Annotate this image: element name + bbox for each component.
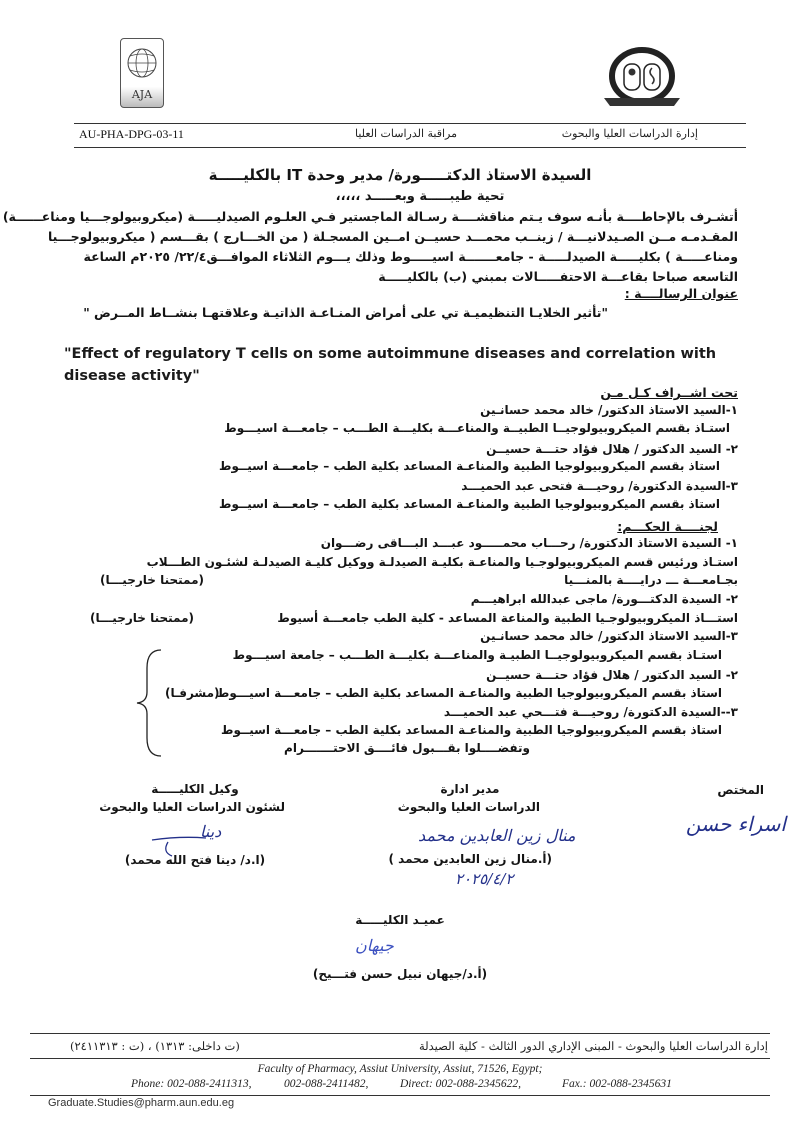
- supervisor-name: ٢- السيد الدكتور / هلال فؤاد حتـــة حسيــن: [486, 442, 738, 456]
- footer-phone-2: 002-088-2411482,: [284, 1078, 369, 1090]
- footer-phone: Phone: 002-088-2411313,: [131, 1078, 252, 1090]
- committee-role: (مشرفـا): [165, 686, 220, 700]
- footer-address-english: Faculty of Pharmacy, Assiut University, Assiut, 71526, Egypt;: [257, 1063, 543, 1075]
- footer-fax: Fax.: 002-088-2345631: [562, 1078, 672, 1090]
- committee-member-title: استاذ بقسم الميكروبيولوجيا الطبية والمناعـة المساعد بكلية الطب – جامعـــة اسيـــوط: [216, 686, 722, 700]
- addressee: السيدة الاستاذ الدكتـــــورة/ مدير وحدة IT بالكليـــــة: [208, 166, 592, 184]
- thesis-title-english: "Effect of regulatory T cells on some autoimmune diseases and correlation with disease activity": [64, 346, 717, 384]
- supervisors-label: تحت اشــراف كـل مـن: [600, 385, 738, 400]
- committee-role: (ممتحنا خارجيـــا): [90, 611, 194, 625]
- header-center-label: مراقبة الدراسات العليا: [355, 127, 457, 140]
- committee-member-title: استـاذ بقسم الميكروبيولوجيــا الطبيـة والمناعـــة بكليـــة الطـــب – جامعة اسيـــوط: [232, 648, 722, 662]
- footer-address-arabic: إدارة الدراسات العليا والبحوث - المبنى الإداري الدور الثالث - كلية الصيدلة: [418, 1039, 768, 1053]
- committee-member-name: ٢- السيدة الدكتـــورة/ ماجى عبدالله ابراهيـــم: [470, 592, 738, 606]
- footer-top-rule: [30, 1033, 770, 1034]
- supervisor-name: ١-السيد الاستاذ الدكتور/ خالد محمد حسانـين: [480, 403, 738, 417]
- aja-logo: [120, 38, 164, 108]
- footer-mid-rule: [30, 1058, 770, 1059]
- thesis-title-label: عنوان الرسالــــة :: [624, 286, 738, 301]
- document-code: AU-PHA-DPG-03-11: [79, 127, 184, 141]
- committee-label: لجنــــة الحكـــم:: [617, 519, 718, 534]
- vice-dean-title-1: وكيل الكليـــــة: [151, 782, 239, 796]
- body-line-3: ومناعـــــة ) بكليـــــة الصيدلـــــة - جامعـــــــة اسيـــــوط وذلك يـــوم الثلاثاء الموافـــق٢٢/٤/ ٢٠٢٥م الساعة: [83, 249, 738, 264]
- committee-member-title: استـاذ ورئيس قسم الميكروبيولوجـيا والمناعـة بكليـة الصيدلـة ووكيل كليـة الصيدلـة لشئـون الطـــلاب: [146, 555, 738, 569]
- footer-email[interactable]: Graduate.Studies@pharm.aun.edu.eg: [48, 1097, 235, 1109]
- committee-role: (ممتحنا خارجيـــا): [100, 573, 204, 587]
- vice-dean-signature: دينا: [200, 822, 222, 841]
- footer-direct: Direct: 002-088-2345622,: [400, 1078, 521, 1090]
- footer-bottom-rule: [30, 1095, 770, 1096]
- globe-icon: [124, 45, 160, 81]
- thesis-title-arabic: "تأثير الخلايـا التنظيميـة تي على أمراض المنـاعـة الذاتيـة وعلاقتهـا بنشــاط المــرض ": [83, 305, 608, 320]
- director-sign-date: ٢٠٢٥/٤/٢: [455, 870, 514, 888]
- specialist-title: المختص: [717, 783, 764, 797]
- committee-member-name: ٣-السيد الاستاذ الدكتور/ خالد محمد حسانـين: [480, 629, 738, 643]
- bracket-brace: [135, 648, 165, 758]
- body-line-2: المقـدمـه مــن الصـيدلانيـــة / زينــب محمـــد حسيــن امــين المسجـلة ( من الخـــارج ) بقـــسم ( ميكروبيولوجـــيا: [47, 229, 738, 244]
- committee-member-title: استاذ بقسم الميكروبيولوجيا الطبية والمناعـة المساعد بكلية الطب – جامعـــة اسيــوط: [221, 723, 722, 737]
- dean-signature: جيهان: [355, 936, 394, 955]
- director-signature: منال زين العابدين محمد: [418, 826, 576, 845]
- committee-member-title: بجـامعـــة ـــ درايــــة بالمنـــيا: [564, 573, 738, 587]
- closing-remark: وتفضــــلوا بقـــبول فائــــق الاحتـــــــرام: [284, 741, 530, 755]
- dean-name: (أ.د/جيهان نبيل حسن فتـــيح): [312, 967, 488, 981]
- dean-title: عميـد الكليـــــة: [355, 913, 445, 927]
- supervisor-title: استاذ بقسم الميكروبيولوجيا الطبية والمناعـة المساعد بكلية الطب – جامعـــة اسيــوط: [219, 497, 720, 511]
- header-right-label: إدارة الدراسات العليا والبحوث: [561, 127, 698, 140]
- header-bottom-rule: [74, 147, 746, 148]
- supervisor-title: استـاذ بقسم الميكروبيولوجيــا الطبيــة والمناعـــة بكليـــة الطـــب – جامعـــة اسيـــوط: [224, 421, 730, 435]
- committee-member-name: ٢- السيد الدكتور / هلال فؤاد حتـــة حسيــن: [486, 668, 738, 682]
- committee-member-title: استـــاذ الميكروبيولوجـيا الطبية والمناعة المساعد - كلية الطب جامعـــة أسيوط: [277, 611, 738, 625]
- footer-phones-arabic: (ت داخلى: ١٣١٣) ، (ت : ٢٤١١٣١٣): [70, 1039, 240, 1053]
- body-line-4: التاسعه صباحا بقاعـــة الاحتفـــــالات بمبني (ب) بالكليـــــة: [378, 269, 738, 284]
- specialist-signature: اسراء حسن: [685, 812, 786, 836]
- vice-dean-name: (ا.د/ دينا فتح الله محمد): [124, 853, 266, 867]
- header-top-rule: [74, 123, 746, 124]
- greeting: تحية طيبـــــة وبعـــــد ،،،،،: [335, 189, 505, 204]
- aja-logo-text: AJA: [131, 88, 153, 101]
- body-line-1: أتشـرف بالإحاطــــة بأنـه سوف يـتم مناقشــــة رسـالة الماجستير فـي العلـوم الصيدليـــــة (ميكروبيولوجـــيا ومناعــــــة): [2, 209, 738, 224]
- director-title-2: الدراسات العليا والبحوث: [397, 800, 540, 814]
- director-name: (أ.منال زين العابدين محمد ): [388, 852, 552, 866]
- director-title-1: مدير ادارة: [440, 782, 500, 796]
- supervisor-name: ٣-السيدة الدكتورة/ روحيـــة فتحى عبد الحميـــد: [461, 479, 738, 493]
- vice-dean-title-2: لشئون الدراسات العليا والبحوث: [99, 800, 285, 814]
- supervisor-title: استاذ بقسم الميكروبيولوجيا الطبية والمناعـة المساعد بكلية الطب – جامعـــة اسيــوط: [219, 459, 720, 473]
- university-logo: [594, 46, 690, 112]
- committee-member-name: ١- السيدة الاستاذ الدكتورة/ رحـــاب محمـــــود عبـــد البـــاقى رضـــوان: [320, 536, 738, 550]
- committee-member-name: ٣--السيدة الدكتورة/ روحيـــة فتـــحي عبد الحميـــد: [443, 705, 738, 719]
